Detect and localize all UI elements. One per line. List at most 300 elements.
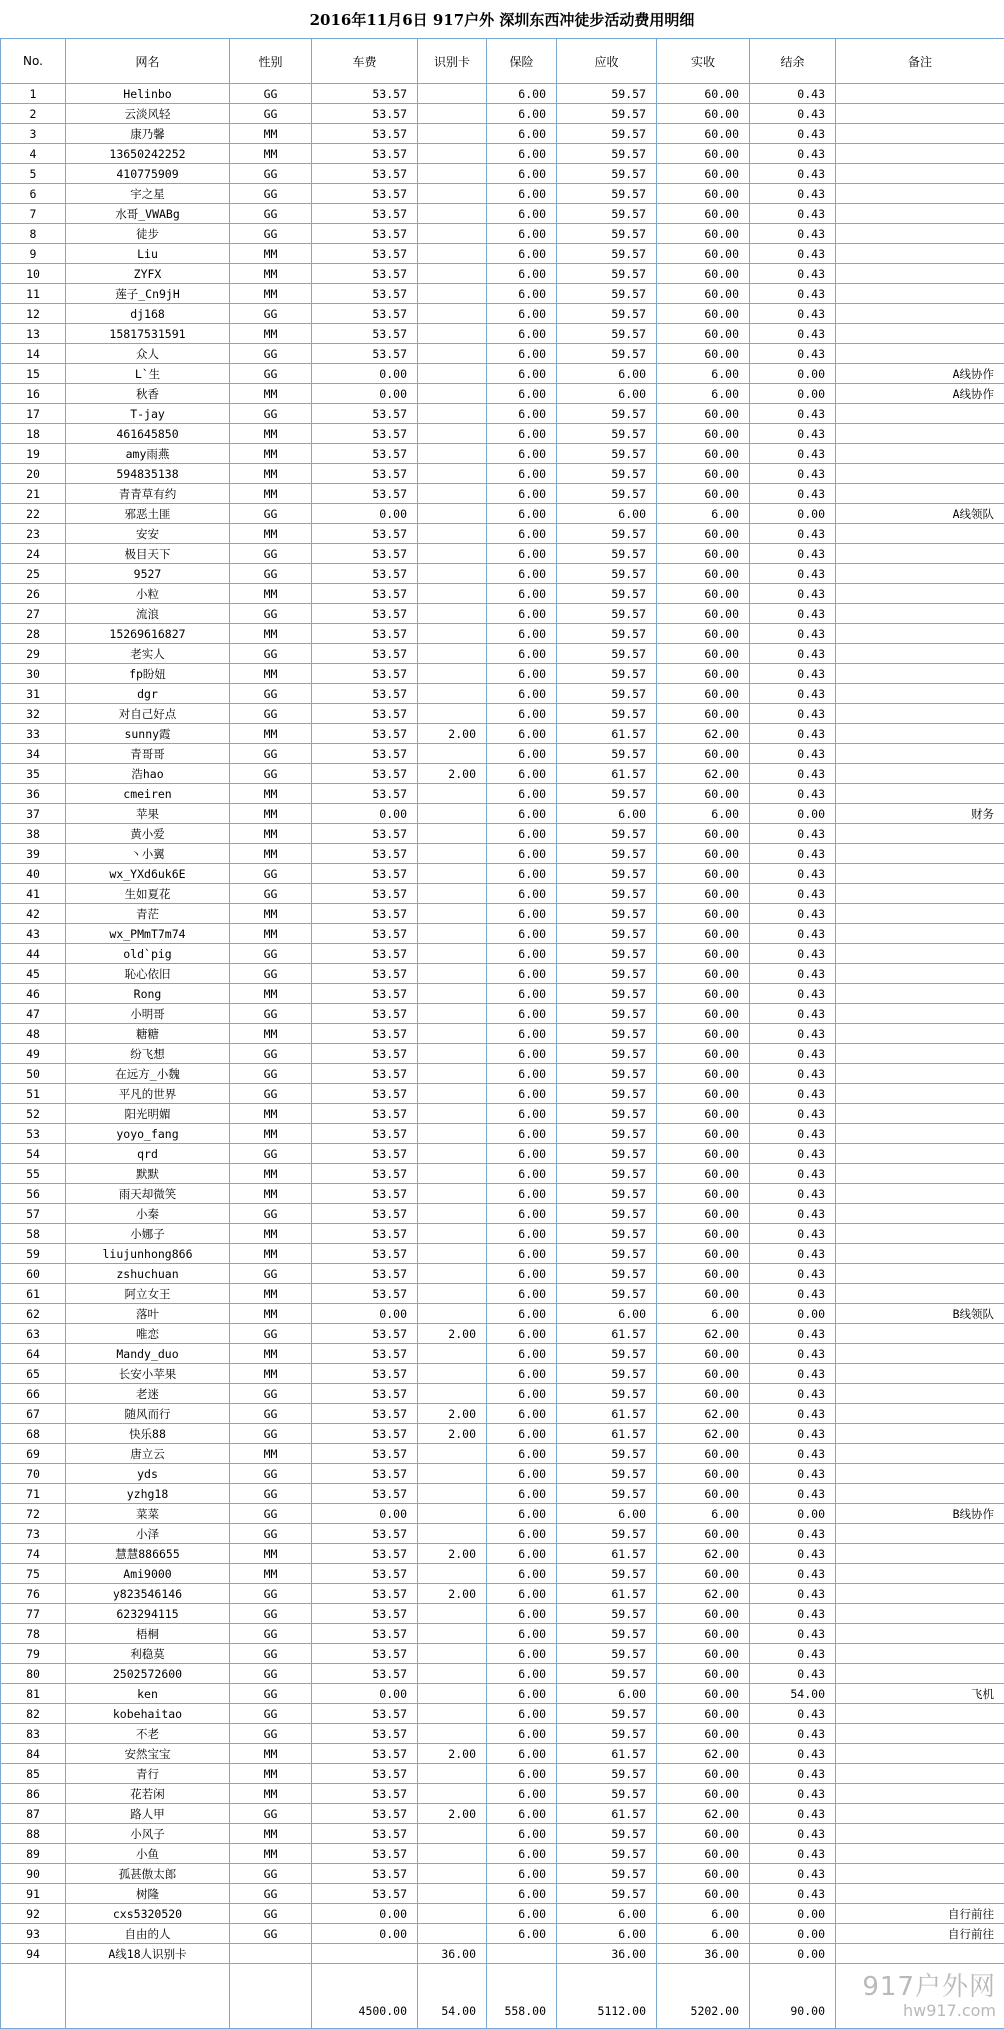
cell-id-card: 2.00	[418, 1324, 487, 1344]
cell-insurance: 6.00	[487, 884, 557, 904]
table-row	[1, 1224, 1004, 1244]
cell-id-card	[418, 104, 487, 124]
cell-fare: 53.57	[312, 1644, 418, 1664]
cell-remarks	[836, 924, 1004, 944]
cell-fare: 53.57	[312, 1544, 418, 1564]
cell-id-card: 2.00	[418, 1744, 487, 1764]
cell-remarks	[836, 744, 1004, 764]
cell-received: 60.00	[657, 844, 750, 864]
cell-fare: 53.57	[312, 344, 418, 364]
cell-gender: GG	[230, 1904, 312, 1924]
cell-fare: 53.57	[312, 184, 418, 204]
cell-fare: 53.57	[312, 1264, 418, 1284]
table-row	[1, 464, 1004, 484]
cell-nickname: 唯恋	[66, 1324, 230, 1344]
cell-no: 34	[1, 744, 66, 764]
cell-id-card	[418, 1444, 487, 1464]
cell-fare: 53.57	[312, 484, 418, 504]
cell-received: 60.00	[657, 1264, 750, 1284]
cell-received: 60.00	[657, 624, 750, 644]
cell-id-card: 2.00	[418, 1404, 487, 1424]
cell-gender: MM	[230, 1124, 312, 1144]
cell-received: 6.00	[657, 1904, 750, 1924]
cell-gender: MM	[230, 624, 312, 644]
cell-received: 60.00	[657, 1864, 750, 1884]
cell-no: 16	[1, 384, 66, 404]
cell-gender: GG	[230, 184, 312, 204]
cell-balance: 0.43	[750, 644, 836, 664]
cell-no: 81	[1, 1684, 66, 1704]
cell-fare: 0.00	[312, 384, 418, 404]
cell-insurance: 6.00	[487, 164, 557, 184]
cell-id-card	[418, 1924, 487, 1944]
cell-insurance: 6.00	[487, 1624, 557, 1644]
table-row	[1, 624, 1004, 644]
cell-receivable: 59.57	[557, 884, 657, 904]
cell-fare: 53.57	[312, 564, 418, 584]
cell-id-card	[418, 584, 487, 604]
cell-no: 74	[1, 1544, 66, 1564]
table-row	[1, 704, 1004, 724]
cell-no: 61	[1, 1284, 66, 1304]
cell-receivable: 59.57	[557, 664, 657, 684]
cell-balance: 0.43	[750, 1544, 836, 1564]
table-row	[1, 204, 1004, 224]
table-row	[1, 864, 1004, 884]
cell-no: 4	[1, 144, 66, 164]
cell-remarks	[836, 1004, 1004, 1024]
cell-fare: 0.00	[312, 364, 418, 384]
cell-balance: 0.43	[750, 184, 836, 204]
table-row	[1, 1704, 1004, 1724]
cell-fare: 53.57	[312, 224, 418, 244]
cell-insurance: 6.00	[487, 1824, 557, 1844]
total-id-card: 54.00	[418, 1964, 487, 2029]
cell-fare: 53.57	[312, 1704, 418, 1724]
cell-no: 17	[1, 404, 66, 424]
cell-no: 90	[1, 1864, 66, 1884]
cell-remarks	[836, 1144, 1004, 1164]
cell-id-card	[418, 1664, 487, 1684]
cell-insurance: 6.00	[487, 684, 557, 704]
cell-insurance: 6.00	[487, 524, 557, 544]
cell-received: 6.00	[657, 1504, 750, 1524]
cell-gender: GG	[230, 884, 312, 904]
table-row	[1, 1564, 1004, 1584]
cell-insurance: 6.00	[487, 1304, 557, 1324]
cell-remarks	[836, 164, 1004, 184]
cell-remarks	[836, 724, 1004, 744]
cell-gender: GG	[230, 1804, 312, 1824]
cell-id-card	[418, 744, 487, 764]
cell-nickname: dgr	[66, 684, 230, 704]
cell-insurance: 6.00	[487, 244, 557, 264]
cell-no: 52	[1, 1104, 66, 1124]
cell-remarks	[836, 84, 1004, 104]
cell-remarks	[836, 1184, 1004, 1204]
cell-gender: MM	[230, 124, 312, 144]
cell-gender: GG	[230, 204, 312, 224]
cell-balance: 0.43	[750, 244, 836, 264]
cell-gender: MM	[230, 1784, 312, 1804]
cell-receivable: 59.57	[557, 104, 657, 124]
cell-balance: 0.43	[750, 1744, 836, 1764]
cell-nickname: old`pig	[66, 944, 230, 964]
cell-gender: MM	[230, 784, 312, 804]
table-row	[1, 324, 1004, 344]
cell-balance: 0.43	[750, 1224, 836, 1244]
table-row	[1, 764, 1004, 784]
cell-id-card	[418, 244, 487, 264]
cell-receivable: 59.57	[557, 84, 657, 104]
cell-remarks	[836, 1264, 1004, 1284]
cell-id-card	[418, 144, 487, 164]
cell-gender: GG	[230, 764, 312, 784]
cell-id-card	[418, 324, 487, 344]
cell-remarks	[836, 784, 1004, 804]
cell-insurance: 6.00	[487, 1844, 557, 1864]
cell-insurance: 6.00	[487, 1664, 557, 1684]
cell-gender: GG	[230, 364, 312, 384]
cell-id-card	[418, 1784, 487, 1804]
cell-fare: 53.57	[312, 1624, 418, 1644]
cell-nickname: A线18人识别卡	[66, 1944, 230, 1964]
cell-receivable: 61.57	[557, 1544, 657, 1564]
cell-balance: 0.00	[750, 1504, 836, 1524]
cell-received: 60.00	[657, 1024, 750, 1044]
cell-fare: 53.57	[312, 1404, 418, 1424]
cell-gender: GG	[230, 1404, 312, 1424]
cell-received: 60.00	[657, 704, 750, 724]
cell-remarks	[836, 264, 1004, 284]
cell-id-card	[418, 484, 487, 504]
cell-receivable: 59.57	[557, 304, 657, 324]
cell-no: 62	[1, 1304, 66, 1324]
cell-id-card	[418, 944, 487, 964]
cell-balance: 0.00	[750, 1304, 836, 1324]
cell-gender: MM	[230, 1184, 312, 1204]
cell-no: 49	[1, 1044, 66, 1064]
table-body	[1, 84, 1004, 1964]
cell-no: 19	[1, 444, 66, 464]
cell-nickname: 宇之星	[66, 184, 230, 204]
cell-remarks	[836, 984, 1004, 1004]
cell-gender: MM	[230, 1764, 312, 1784]
table-row	[1, 504, 1004, 524]
cell-receivable: 59.57	[557, 1224, 657, 1244]
cell-received: 60.00	[657, 344, 750, 364]
cell-remarks: A线领队	[836, 504, 1004, 524]
cell-fare: 53.57	[312, 1424, 418, 1444]
cell-id-card	[418, 1704, 487, 1724]
table-row	[1, 584, 1004, 604]
cell-no: 11	[1, 284, 66, 304]
cell-id-card	[418, 1684, 487, 1704]
cell-nickname: 徒步	[66, 224, 230, 244]
cell-received: 60.00	[657, 104, 750, 124]
cell-remarks	[836, 644, 1004, 664]
cell-remarks	[836, 604, 1004, 624]
cell-no: 5	[1, 164, 66, 184]
table-row	[1, 384, 1004, 404]
cell-receivable: 59.57	[557, 1164, 657, 1184]
cell-gender: GG	[230, 604, 312, 624]
cell-insurance: 6.00	[487, 1864, 557, 1884]
table-row	[1, 784, 1004, 804]
cell-balance: 0.43	[750, 824, 836, 844]
cell-balance: 0.43	[750, 204, 836, 224]
table-row	[1, 1504, 1004, 1524]
cell-gender: MM	[230, 1444, 312, 1464]
cell-id-card	[418, 824, 487, 844]
cell-insurance: 6.00	[487, 904, 557, 924]
cell-gender: MM	[230, 324, 312, 344]
cell-gender: GG	[230, 1884, 312, 1904]
cell-balance: 0.43	[750, 104, 836, 124]
cell-no: 56	[1, 1184, 66, 1204]
cell-fare: 53.57	[312, 824, 418, 844]
cell-balance: 0.43	[750, 1124, 836, 1144]
cell-remarks	[836, 1064, 1004, 1084]
cell-receivable: 59.57	[557, 1184, 657, 1204]
cell-received: 60.00	[657, 944, 750, 964]
header-row	[1, 39, 1004, 84]
total-received: 5202.00	[657, 1964, 750, 2029]
cell-remarks: 自行前往	[836, 1924, 1004, 1944]
cell-received: 60.00	[657, 1704, 750, 1724]
cell-fare: 53.57	[312, 304, 418, 324]
cell-gender: GG	[230, 1144, 312, 1164]
cell-received: 60.00	[657, 424, 750, 444]
cell-received: 62.00	[657, 1424, 750, 1444]
cell-insurance: 6.00	[487, 404, 557, 424]
cell-fare: 53.57	[312, 324, 418, 344]
table-row	[1, 644, 1004, 664]
cell-id-card	[418, 884, 487, 904]
cell-remarks	[836, 1384, 1004, 1404]
cell-no: 38	[1, 824, 66, 844]
cell-fare: 0.00	[312, 1904, 418, 1924]
cell-balance: 0.43	[750, 1044, 836, 1064]
cell-nickname: 410775909	[66, 164, 230, 184]
table-row	[1, 544, 1004, 564]
cell-fare: 53.57	[312, 604, 418, 624]
table-row	[1, 1044, 1004, 1064]
cell-insurance: 6.00	[487, 964, 557, 984]
table-row	[1, 964, 1004, 984]
cell-gender: GG	[230, 1484, 312, 1504]
total-insurance: 558.00	[487, 1964, 557, 2029]
cell-nickname: 15269616827	[66, 624, 230, 644]
col-header-received: 实收	[657, 39, 750, 84]
cell-receivable: 59.57	[557, 1444, 657, 1464]
cell-balance: 0.43	[750, 744, 836, 764]
cell-insurance: 6.00	[487, 624, 557, 644]
cell-nickname: 丶小翼	[66, 844, 230, 864]
cell-nickname: 云淡风轻	[66, 104, 230, 124]
table-row	[1, 664, 1004, 684]
cell-fare: 53.57	[312, 924, 418, 944]
cell-nickname: 13650242252	[66, 144, 230, 164]
cell-fare: 53.57	[312, 744, 418, 764]
cell-insurance: 6.00	[487, 364, 557, 384]
cell-gender: MM	[230, 1244, 312, 1264]
cell-no: 55	[1, 1164, 66, 1184]
cell-balance: 0.43	[750, 1764, 836, 1784]
cell-received: 60.00	[657, 1884, 750, 1904]
cell-receivable: 59.57	[557, 1104, 657, 1124]
cell-no: 82	[1, 1704, 66, 1724]
table-row	[1, 184, 1004, 204]
cell-receivable: 59.57	[557, 124, 657, 144]
cell-id-card: 36.00	[418, 1944, 487, 1964]
cell-no: 20	[1, 464, 66, 484]
cell-insurance: 6.00	[487, 944, 557, 964]
cell-gender: MM	[230, 444, 312, 464]
cell-received: 62.00	[657, 1324, 750, 1344]
cell-nickname: cxs5320520	[66, 1904, 230, 1924]
table-row	[1, 1184, 1004, 1204]
cell-remarks	[836, 864, 1004, 884]
cell-remarks	[836, 704, 1004, 724]
cell-nickname: 纷飞想	[66, 1044, 230, 1064]
cell-balance: 0.43	[750, 1404, 836, 1424]
cell-remarks	[836, 1544, 1004, 1564]
cell-received: 60.00	[657, 84, 750, 104]
cell-balance: 0.43	[750, 944, 836, 964]
cell-id-card	[418, 1724, 487, 1744]
cell-no: 59	[1, 1244, 66, 1264]
table-row	[1, 1924, 1004, 1944]
cell-nickname: 生如夏花	[66, 884, 230, 904]
cell-fare: 53.57	[312, 1864, 418, 1884]
cell-no: 72	[1, 1504, 66, 1524]
cell-received: 60.00	[657, 744, 750, 764]
cell-balance: 0.43	[750, 1344, 836, 1364]
cell-balance: 0.43	[750, 1024, 836, 1044]
cell-fare: 53.57	[312, 1124, 418, 1144]
cell-gender: MM	[230, 1024, 312, 1044]
cell-no: 64	[1, 1344, 66, 1364]
cell-id-card	[418, 124, 487, 144]
cell-id-card	[418, 1024, 487, 1044]
cell-balance: 0.43	[750, 684, 836, 704]
cell-nickname: 不老	[66, 1724, 230, 1744]
cell-balance: 0.43	[750, 564, 836, 584]
table-row	[1, 1824, 1004, 1844]
cell-nickname: 流浪	[66, 604, 230, 624]
cell-nickname: amy雨燕	[66, 444, 230, 464]
cell-receivable: 6.00	[557, 1504, 657, 1524]
table-row	[1, 844, 1004, 864]
table-row	[1, 564, 1004, 584]
cell-remarks	[836, 1024, 1004, 1044]
cell-nickname: 在远方_小魏	[66, 1064, 230, 1084]
cell-id-card	[418, 924, 487, 944]
cell-balance: 0.43	[750, 584, 836, 604]
cell-remarks	[836, 1444, 1004, 1464]
cell-remarks	[836, 304, 1004, 324]
cell-receivable: 59.57	[557, 1704, 657, 1724]
cell-nickname: Mandy_duo	[66, 1344, 230, 1364]
cell-nickname: 青茫	[66, 904, 230, 924]
cell-fare: 0.00	[312, 1504, 418, 1524]
cell-receivable: 59.57	[557, 224, 657, 244]
cell-receivable: 61.57	[557, 724, 657, 744]
cell-balance: 0.43	[750, 604, 836, 624]
table-row	[1, 1104, 1004, 1124]
cell-remarks	[836, 964, 1004, 984]
cell-receivable: 59.57	[557, 1464, 657, 1484]
cell-gender: MM	[230, 904, 312, 924]
cell-receivable: 59.57	[557, 984, 657, 1004]
cell-fare: 53.57	[312, 1784, 418, 1804]
cell-no: 44	[1, 944, 66, 964]
cell-id-card	[418, 1144, 487, 1164]
cell-no: 65	[1, 1364, 66, 1384]
cell-received: 60.00	[657, 404, 750, 424]
cell-no: 60	[1, 1264, 66, 1284]
cell-id-card	[418, 84, 487, 104]
cell-remarks	[836, 1564, 1004, 1584]
cell-insurance: 6.00	[487, 1764, 557, 1784]
cell-gender: MM	[230, 264, 312, 284]
cell-received: 6.00	[657, 504, 750, 524]
cell-id-card	[418, 844, 487, 864]
cell-no: 75	[1, 1564, 66, 1584]
cell-gender: GG	[230, 1704, 312, 1724]
cell-gender: GG	[230, 84, 312, 104]
cell-balance: 0.43	[750, 904, 836, 924]
cell-receivable: 36.00	[557, 1944, 657, 1964]
cell-balance: 0.43	[750, 1384, 836, 1404]
cell-balance: 0.43	[750, 1184, 836, 1204]
cell-remarks	[836, 544, 1004, 564]
cell-receivable: 6.00	[557, 1304, 657, 1324]
cell-received: 60.00	[657, 604, 750, 624]
cell-balance: 0.43	[750, 424, 836, 444]
cell-balance: 0.43	[750, 1664, 836, 1684]
cell-nickname: 平凡的世界	[66, 1084, 230, 1104]
cell-balance: 0.00	[750, 364, 836, 384]
cell-nickname: 594835138	[66, 464, 230, 484]
cell-insurance: 6.00	[487, 1504, 557, 1524]
table-row	[1, 1544, 1004, 1564]
cell-insurance: 6.00	[487, 1904, 557, 1924]
cell-balance: 0.43	[750, 1444, 836, 1464]
cell-no: 13	[1, 324, 66, 344]
cell-no: 93	[1, 1924, 66, 1944]
table-row	[1, 804, 1004, 824]
cell-id-card	[418, 1264, 487, 1284]
cell-nickname: Helinbo	[66, 84, 230, 104]
cell-nickname: L`生	[66, 364, 230, 384]
table-row	[1, 304, 1004, 324]
cell-received: 60.00	[657, 1444, 750, 1464]
cell-received: 62.00	[657, 1584, 750, 1604]
table-row	[1, 1164, 1004, 1184]
cell-fare: 53.57	[312, 1724, 418, 1744]
cell-id-card: 2.00	[418, 1804, 487, 1824]
cell-balance: 0.43	[750, 924, 836, 944]
table-row	[1, 724, 1004, 744]
cell-nickname: 雨天却微笑	[66, 1184, 230, 1204]
table-row	[1, 1324, 1004, 1344]
cell-fare: 53.57	[312, 664, 418, 684]
cell-gender: GG	[230, 1264, 312, 1284]
cell-remarks	[836, 684, 1004, 704]
cell-fare: 0.00	[312, 504, 418, 524]
